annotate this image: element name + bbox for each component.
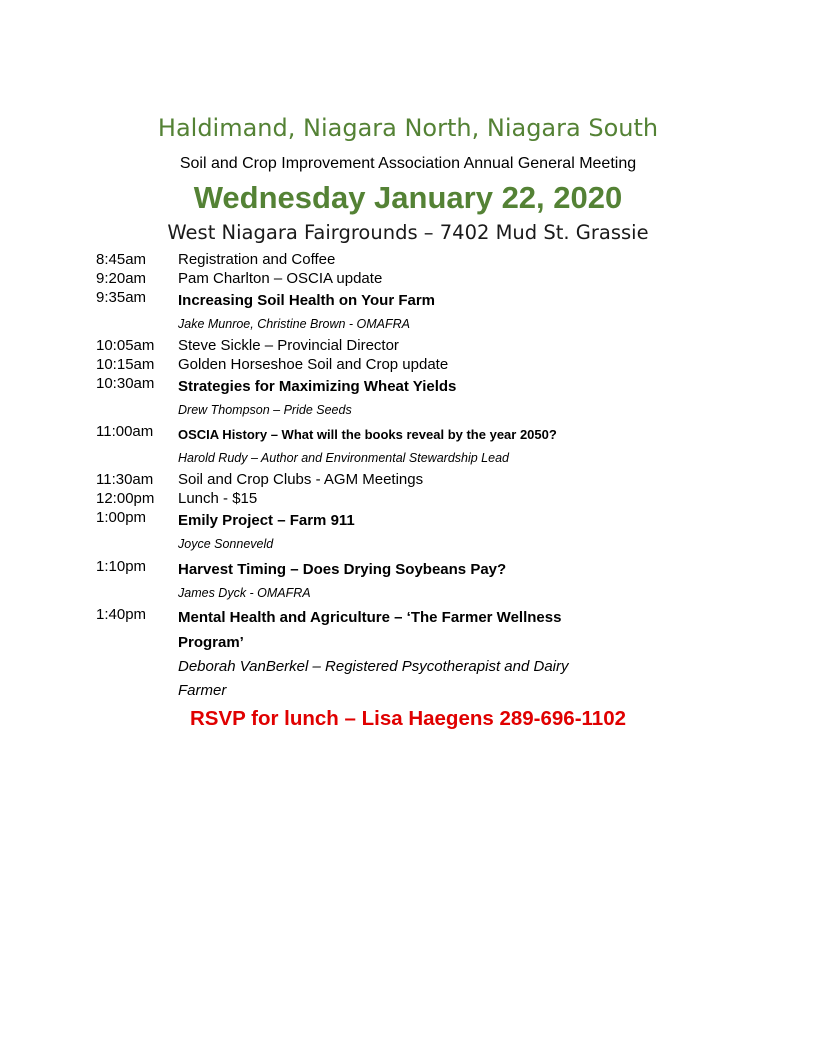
agenda-item: Registration and Coffee: [178, 251, 336, 268]
agenda-item: Soil and Crop Clubs - AGM Meetings: [178, 471, 424, 488]
agenda-talk-title: Mental Health and Agriculture – ‘The Farmer Wellness: [178, 609, 562, 626]
meeting-venue: West Niagara Fairgrounds – 7402 Mud St. Grassie: [167, 221, 649, 244]
agenda-row: [96, 557, 736, 580]
agenda-row: [96, 250, 736, 269]
agenda-time: 9:20am: [96, 270, 147, 287]
agenda-time: 8:45am: [96, 251, 147, 268]
agenda-item: Pam Charlton – OSCIA update: [178, 270, 383, 287]
agenda-time: 1:40pm: [96, 606, 147, 623]
agenda-time: 1:10pm: [96, 558, 147, 575]
agenda-speaker: Joyce Sonneveld: [178, 537, 274, 551]
agenda-talk-title: Increasing Soil Health on Your Farm: [178, 292, 435, 309]
agenda-speaker: Deborah VanBerkel – Registered Psycotherapist and Dairy: [178, 658, 569, 675]
agenda-speaker-continued: Farmer: [178, 682, 227, 699]
agenda-row: [96, 470, 736, 489]
agenda-speaker: James Dyck - OMAFRA: [178, 586, 311, 600]
agenda-row: [96, 336, 736, 355]
agenda-speaker: Jake Munroe, Christine Brown - OMAFRA: [178, 317, 411, 331]
agenda-talk-title: OSCIA History – What will the books reveal by the year 2050?: [178, 427, 557, 442]
agenda-item: Lunch - $15: [178, 490, 258, 507]
agenda-time: 9:35am: [96, 289, 147, 306]
agenda-time: 10:05am: [96, 337, 155, 354]
agenda-item: Golden Horseshoe Soil and Crop update: [178, 356, 449, 373]
agenda-talk-title: Harvest Timing – Does Drying Soybeans Pay?: [178, 561, 507, 578]
agenda-row: [96, 422, 736, 445]
agenda-list: [96, 250, 736, 703]
agenda-time: 10:30am: [96, 375, 155, 392]
agenda-row: [96, 355, 736, 374]
agenda-talk-title: Emily Project – Farm 911: [178, 512, 355, 529]
agenda-row: [96, 605, 736, 655]
agenda-row: [96, 489, 736, 508]
agenda-row: [96, 269, 736, 288]
agenda-time: 10:15am: [96, 356, 155, 373]
agenda-speaker: Harold Rudy – Author and Environmental Stewardship Lead: [178, 451, 509, 465]
agenda-time: 11:00am: [96, 423, 154, 440]
agenda-time: 1:00pm: [96, 509, 147, 526]
agenda-time: 11:30am: [96, 471, 154, 488]
agenda-talk-title-continued: Program’: [178, 634, 244, 651]
agenda-item: Steve Sickle – Provincial Director: [178, 337, 399, 354]
agenda-talk-title: Strategies for Maximizing Wheat Yields: [178, 378, 457, 395]
agenda-time: 12:00pm: [96, 490, 155, 507]
agenda-row: [96, 374, 736, 397]
agenda-row: [96, 508, 736, 531]
meeting-date: Wednesday January 22, 2020: [193, 180, 623, 215]
association-names: Haldimand, Niagara North, Niagara South: [157, 114, 659, 142]
agenda-speaker: Drew Thompson – Pride Seeds: [178, 403, 352, 417]
agenda-row: [96, 288, 736, 311]
meeting-subtitle: Soil and Crop Improvement Association Annual General Meeting: [179, 155, 637, 172]
rsvp-notice: RSVP for lunch – Lisa Haegens 289-696-1102: [189, 707, 627, 730]
